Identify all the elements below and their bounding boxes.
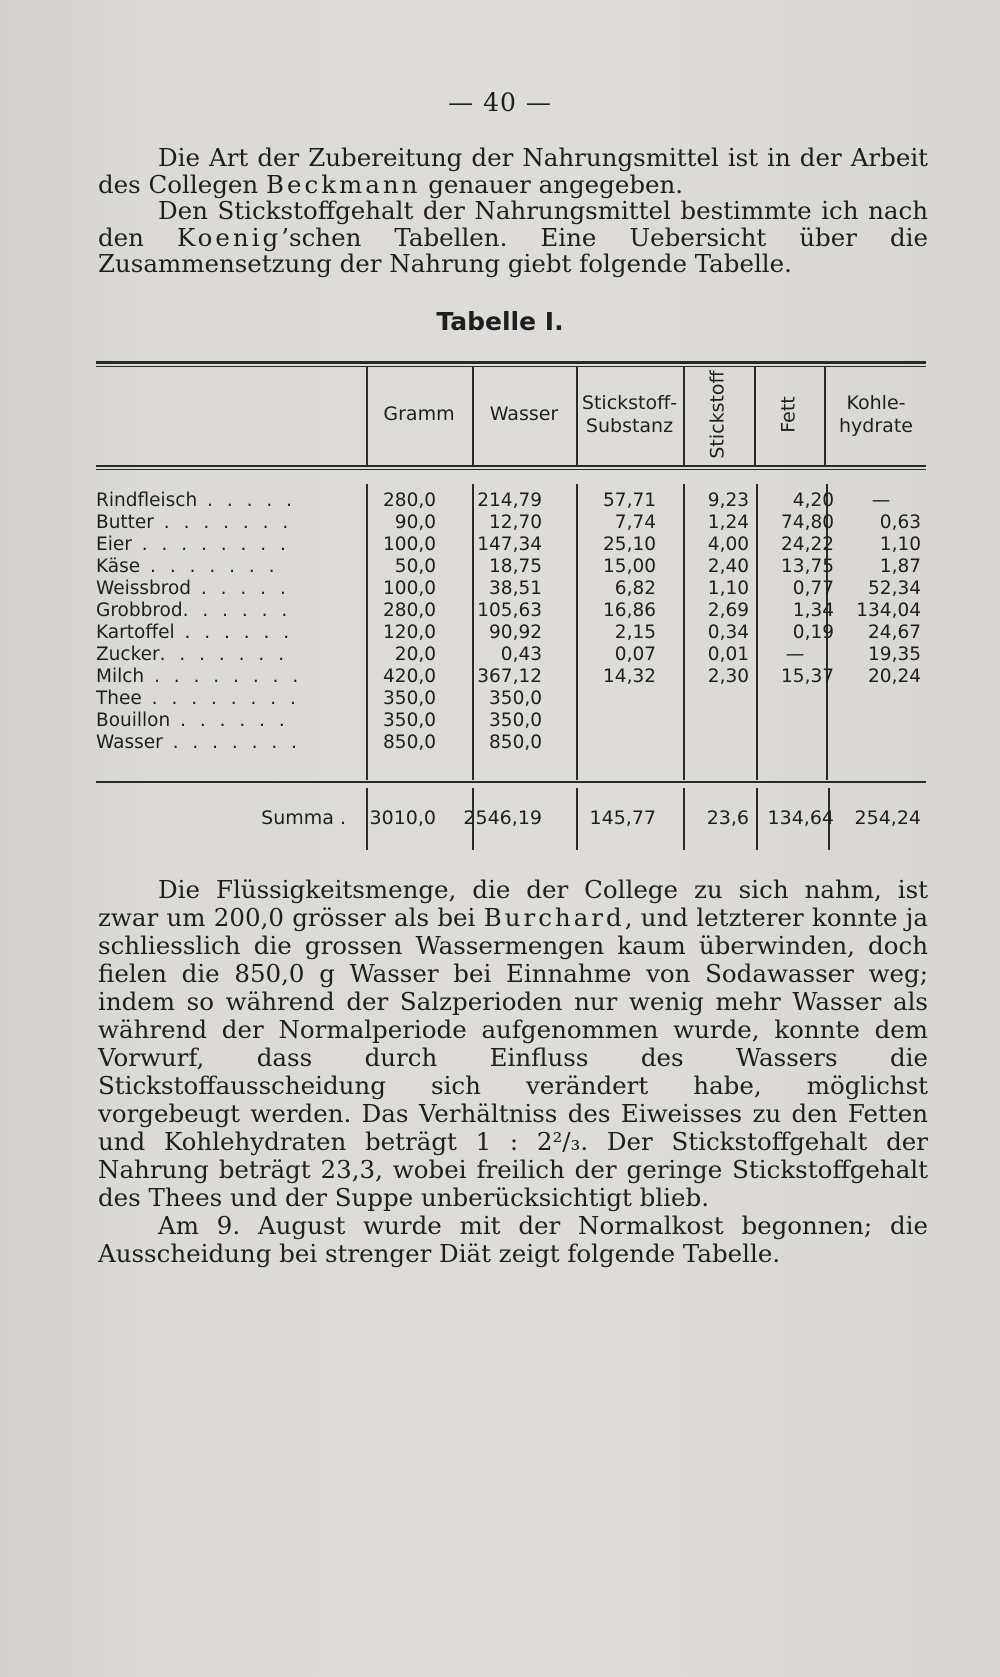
dot-leader: . . . . . . <box>182 600 292 621</box>
cell-wasser: 350,0 <box>489 710 542 731</box>
cell-fett: 74,80 <box>781 512 834 533</box>
table-row <box>96 490 926 512</box>
header-gramm: Gramm <box>383 403 455 425</box>
cell-kohle: 24,67 <box>868 622 921 643</box>
body-paragraph-2: Am 9. August wurde mit der Normalkost begonnen; die Ausscheidung bei strenger Diät zeigt folgende Tabelle. <box>98 1211 928 1268</box>
cell-substanz: 57,71 <box>603 490 656 511</box>
dot-leader: . . . . . <box>191 578 290 599</box>
food-name: Käse . . . . . . . <box>96 556 279 577</box>
cell-fett: 4,20 <box>792 490 834 511</box>
dot-leader: . . . . . . <box>174 622 294 643</box>
intro-sentence-1: Die Art der Zubereitung der Nahrungsmittel ist in der Arbeit des Collegen Beckmann genauer angegeben. <box>98 143 928 199</box>
page-number: — 40 — <box>448 88 552 117</box>
table-bottom-rule <box>96 781 926 783</box>
cell-kohle: 19,35 <box>868 644 921 665</box>
author-name-burchard: Burchard <box>483 903 625 932</box>
cell-gramm: 280,0 <box>383 490 436 511</box>
cell-gramm: 100,0 <box>383 578 436 599</box>
table-row <box>96 732 926 754</box>
dot-leader: . . . . . . . . <box>141 688 300 709</box>
table-row <box>96 600 926 622</box>
cell-wasser: 147,34 <box>477 534 542 555</box>
summa-substanz: 145,77 <box>589 807 656 829</box>
cell-fett: 15,37 <box>781 666 834 687</box>
cell-fett: — <box>785 644 805 665</box>
cell-fett: 13,75 <box>781 556 834 577</box>
cell-substanz: 2,15 <box>614 622 656 643</box>
summa-gramm: 3010,0 <box>369 807 436 829</box>
cell-kohle: 1,10 <box>879 534 921 555</box>
cell-wasser: 12,70 <box>489 512 542 533</box>
dot-leader: . . . . . . . . <box>144 666 303 687</box>
cell-stickstoff: 0,01 <box>707 644 749 665</box>
food-name: Weissbrod . . . . . <box>96 578 290 599</box>
table-row <box>96 512 926 534</box>
cell-wasser: 214,79 <box>477 490 542 511</box>
food-name: Milch . . . . . . . . <box>96 666 303 687</box>
header-fett: Fett <box>777 396 800 433</box>
table-row <box>96 578 926 600</box>
col-divider <box>683 366 685 466</box>
summa-label: Summa . <box>261 807 346 829</box>
cell-substanz: 16,86 <box>603 600 656 621</box>
table-title: Tabelle I. <box>436 307 564 336</box>
table-row <box>96 644 926 666</box>
cell-fett: 24,22 <box>781 534 834 555</box>
cell-wasser: 38,51 <box>489 578 542 599</box>
dot-leader: . . . . . . . <box>153 512 293 533</box>
cell-gramm: 350,0 <box>383 688 436 709</box>
cell-kohle: — <box>871 490 891 511</box>
cell-stickstoff: 2,40 <box>707 556 749 577</box>
summa-fett: 134,64 <box>767 807 834 829</box>
food-name: Butter . . . . . . . <box>96 512 293 533</box>
cell-gramm: 50,0 <box>394 556 436 577</box>
cell-kohle: 134,04 <box>856 600 921 621</box>
cell-substanz: 15,00 <box>603 556 656 577</box>
cell-wasser: 105,63 <box>477 600 542 621</box>
cell-gramm: 350,0 <box>383 710 436 731</box>
table-row <box>96 622 926 644</box>
cell-stickstoff: 4,00 <box>707 534 749 555</box>
header-kohlehydrate: Kohle- hydrate <box>839 392 913 437</box>
summa-row <box>96 807 926 835</box>
header-stickstoff: Stickstoff <box>706 370 729 459</box>
cell-fett: 1,34 <box>792 600 834 621</box>
body-paragraph <box>98 876 928 1268</box>
table-row <box>96 710 926 732</box>
table-top-rule <box>96 361 926 364</box>
cell-gramm: 100,0 <box>383 534 436 555</box>
table-row <box>96 534 926 556</box>
cell-stickstoff: 1,24 <box>707 512 749 533</box>
cell-gramm: 850,0 <box>383 732 436 753</box>
food-name: Kartoffel . . . . . . <box>96 622 294 643</box>
food-name: Grobbrod. . . . . . <box>96 600 292 621</box>
author-name-koenig: Koenig <box>177 222 282 252</box>
cell-gramm: 20,0 <box>394 644 436 665</box>
intro-paragraph <box>98 145 928 278</box>
dot-leader: . . . . . <box>197 490 296 511</box>
table-row <box>96 688 926 710</box>
cell-stickstoff: 9,23 <box>707 490 749 511</box>
cell-fett: 0,77 <box>792 578 834 599</box>
cell-substanz: 6,82 <box>614 578 656 599</box>
cell-gramm: 120,0 <box>383 622 436 643</box>
food-name: Rindfleisch . . . . . <box>96 490 296 511</box>
cell-substanz: 0,07 <box>614 644 656 665</box>
table-row <box>96 556 926 578</box>
cell-wasser: 90,92 <box>489 622 542 643</box>
food-name: Thee . . . . . . . . <box>96 688 300 709</box>
table-top-rule-thin <box>96 366 926 367</box>
summa-kohlehydrate: 254,24 <box>854 807 921 829</box>
author-name-beckmann: Beckmann <box>265 169 421 199</box>
header-wasser: Wasser <box>489 403 559 425</box>
header-stickstoff-substanz: Stickstoff- Substanz <box>581 392 678 437</box>
cell-kohle: 0,63 <box>879 512 921 533</box>
dot-leader: . . . . . . . . <box>131 534 290 555</box>
cell-kohle: 20,24 <box>868 666 921 687</box>
body-paragraph-1: Die Flüssigkeitsmenge, die der College zu sich nahm, ist zwar um 200,0 grösser als bei Burchard, und letzterer konnte ja schliesslich die grossen Wassermengen kaum überwinden, doch fielen die 850,0 g Wasser bei Einnahme von Sodawasser weg; indem so während der Salzperioden nur wenig mehr Wasser als während der Normalperiode aufgenommen wurde, konnte dem Vorwurf, dass durch Einfluss des Wassers die Stickstoffausscheidung sich verändert habe, möglichst vorgebeugt werden. Das Verhältniss des Eiweisses zu den Fetten und Kohlehydraten beträgt 1 : 2²/₃. Der Stickstoffgehalt der Nahrung beträgt 23,3, wobei freilich der geringe Stickstoffgehalt des Thees und der Suppe unberücksichtigt blieb. <box>98 875 928 1212</box>
intro-sentence-2: Den Stickstoffgehalt der Nahrungsmittel bestimmte ich nach den Koenig’schen Tabellen. Eine Uebersicht über die Zusammensetzung der Nahrung giebt folgende Tabelle. <box>98 196 929 278</box>
food-name: Zucker. . . . . . . <box>96 644 289 665</box>
col-divider <box>754 366 756 466</box>
cell-substanz: 7,74 <box>614 512 656 533</box>
cell-wasser: 850,0 <box>489 732 542 753</box>
dot-leader: . . . . . . <box>170 710 289 731</box>
cell-substanz: 14,32 <box>603 666 656 687</box>
table-header-rule-2 <box>96 469 926 470</box>
cell-stickstoff: 1,10 <box>707 578 749 599</box>
cell-stickstoff: 2,30 <box>707 666 749 687</box>
cell-fett: 0,19 <box>792 622 834 643</box>
table-row <box>96 666 926 688</box>
cell-gramm: 90,0 <box>394 512 436 533</box>
cell-wasser: 0,43 <box>500 644 542 665</box>
food-name: Eier . . . . . . . . <box>96 534 290 555</box>
food-name: Wasser . . . . . . . <box>96 732 302 753</box>
cell-wasser: 18,75 <box>489 556 542 577</box>
dot-leader: . . . . . . . <box>159 644 289 665</box>
cell-kohle: 1,87 <box>879 556 921 577</box>
cell-gramm: 280,0 <box>383 600 436 621</box>
cell-substanz: 25,10 <box>603 534 656 555</box>
table-header-rule <box>96 465 926 467</box>
summa-wasser: 2546,19 <box>463 807 542 829</box>
cell-wasser: 350,0 <box>489 688 542 709</box>
cell-gramm: 420,0 <box>383 666 436 687</box>
food-name: Bouillon . . . . . . <box>96 710 289 731</box>
cell-wasser: 367,12 <box>477 666 542 687</box>
cell-kohle: 52,34 <box>868 578 921 599</box>
dot-leader: . . . . . . . <box>162 732 302 753</box>
cell-stickstoff: 0,34 <box>707 622 749 643</box>
dot-leader: . . . . . . . <box>140 556 279 577</box>
nutrition-table-body <box>96 490 926 754</box>
cell-stickstoff: 2,69 <box>707 600 749 621</box>
summa-stickstoff: 23,6 <box>706 807 749 829</box>
